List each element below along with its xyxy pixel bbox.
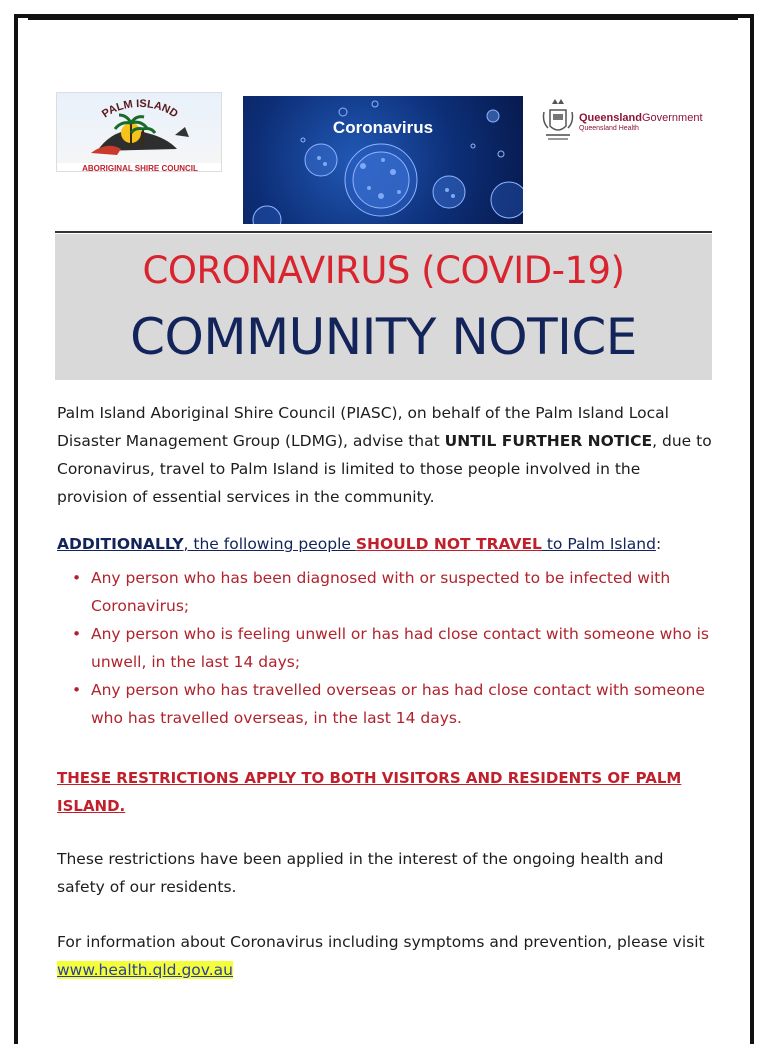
list-item xyxy=(72,564,712,620)
bullet-icon: • xyxy=(72,625,82,643)
intro-paragraph xyxy=(57,399,712,511)
qld-health-subtitle: Queensland Health xyxy=(579,125,639,132)
intro-text-start: Palm Island Aboriginal Shire Council (PIASC), on behalf of the Palm Island Local Disaster Management Group (LDMG), advise that xyxy=(57,404,669,450)
banner-label: Coronavirus xyxy=(332,118,434,137)
header-title-community-notice: COMMUNITY NOTICE xyxy=(130,308,637,366)
queensland-crest-icon xyxy=(540,96,576,144)
travel-restriction-list xyxy=(72,564,712,732)
health-paragraph: These restrictions have been applied in the interest of the ongoing health and safety of our residents. xyxy=(57,850,664,896)
frame-top-border xyxy=(28,14,738,20)
list-item-text: Any person who is feeling unwell or has had close contact with someone who is unwell, in the last 14 days; xyxy=(91,625,709,671)
bullet-icon: • xyxy=(72,569,82,587)
additional-tail: to Palm Island xyxy=(541,535,656,553)
list-item-text: Any person who has been diagnosed with or suspected to be infected with Coronavirus; xyxy=(91,569,671,615)
coronavirus-banner-image xyxy=(243,96,523,224)
palm-island-council-logo xyxy=(56,92,222,172)
header-divider xyxy=(55,231,712,233)
qld-name-bold: Queensland xyxy=(579,112,642,124)
should-not-travel: SHOULD NOT TRAVEL xyxy=(355,535,542,553)
qld-government-name xyxy=(579,112,703,124)
additional-lead: ADDITIONALLY xyxy=(57,535,184,553)
additional-mid: , the following people xyxy=(183,535,356,553)
info-text: For information about Coronavirus including symptoms and prevention, please visit xyxy=(57,933,705,951)
qld-name-rest: Government xyxy=(641,112,703,124)
info-paragraph xyxy=(57,928,712,984)
intro-emphasis: UNTIL FURTHER NOTICE xyxy=(444,432,653,450)
list-item-text: Any person who has travelled overseas or has had close contact with someone who has travelled overseas, in the last 14 days. xyxy=(91,681,705,727)
header-title-covid: CORONAVIRUS (COVID-19) xyxy=(142,249,625,292)
list-item xyxy=(72,676,712,732)
notice-header xyxy=(55,234,712,380)
additional-heading xyxy=(57,530,661,558)
restriction-notice: THESE RESTRICTIONS APPLY TO BOTH VISITORS AND RESIDENTS OF PALM ISLAND. xyxy=(57,769,682,815)
list-item xyxy=(72,620,712,676)
queensland-government-logo xyxy=(540,96,715,146)
health-website-link[interactable]: www.health.qld.gov.au xyxy=(57,961,233,979)
additional-colon: : xyxy=(655,535,662,553)
bullet-icon: • xyxy=(72,681,82,699)
council-logo-top-text: PALM ISLAND xyxy=(99,97,180,121)
council-logo-bottom-text: ABORIGINAL SHIRE COUNCIL xyxy=(82,164,198,172)
intro-text-end: , due to Coronavirus, travel to Palm Island is limited to those people involved in the provision of essential services in the community. xyxy=(57,432,712,506)
